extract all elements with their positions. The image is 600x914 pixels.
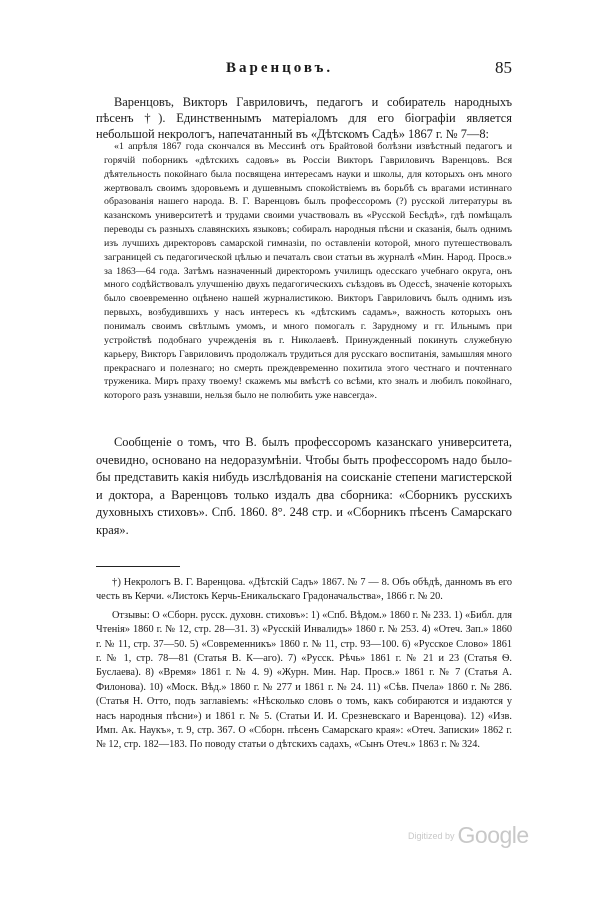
article-intro: Варенцовъ, Викторъ Гавриловичъ, педагогъ и собиратель народныхъ пѣсенъ †). Единственнымъ матеріаломъ для его біографіи является небольшой некрологъ, напечатанный въ «Дѣтскомъ Садѣ» 1867 г. № 7—8: [96,95,512,141]
running-title: Варенцовъ. [226,60,334,76]
google-logo: Google [457,822,529,848]
author-note-block [96,434,512,540]
footnotes [96,576,512,757]
obituary-quote: «1 апрѣля 1867 года скончался въ Мессинѣ отъ Брайтовой болѣзни извѣстный педагогъ и горячій поборникъ «дѣтскихъ садовъ» въ Россіи Викторъ Гавриловичъ Варенцовъ. Вся дѣятельность покойнаго была посвящена интересамъ науки и школы, для которыхъ онъ много жертвовалъ своимъ здоровьемъ и душевнымъ спокойствіемъ въ борьбѣ съ врагами истиннаго образованія нашего народа. В. Г. Варенцовъ былъ профессоромъ (?) русской литературы въ казанскомъ университетѣ и трудами своими участвовалъ въ «Русской Бесѣдѣ», гдѣ помѣщалъ переводы съ разныхъ славянскихъ языковъ; собиралъ народныя пѣсни и сказанія, былъ однимъ изъ лучшихъ директоровъ самарской гимназіи, по оставленіи которой, много путешествовалъ заграницей съ педагогической цѣлью и печаталъ свои статьи въ журналѣ «Мин. Народ. Просв.» за 1863—64 года. Затѣмъ назначенный директоромъ училищъ одесскаго учебнаго округа, онъ много содѣйствовалъ улучшенію двухъ педагогическихъ съѣздовъ въ Одессѣ, значеніе которыхъ было своевременно оцѣнено нашей журналистикою. Викторъ Гавриловичъ былъ однимъ изъ первыхъ, возбудившихъ у насъ интересъ къ «дѣтскимъ садамъ», важность которыхъ онъ понималъ своимъ свѣтлымъ умомъ, и много помогалъ г. Зарудному и гг. Ильнымъ при устройствѣ подобнаго учрежденія въ г. Николаевѣ. Принужденный покинуть служебную карьеру, Викторъ Гавриловичъ продолжалъ трудиться для русскаго воспитанія, замышляя много прекраснаго и полезнаго; но смерть преждевременно похитила этого честнаго и почтеннаго труженика. Миръ праху твоему! скажемъ мы вмѣстѣ со всѣми, кто зналъ и любилъ покойнаго, которого разъ узнавши, нельзя было не полюбить уже навсегда». [104,141,512,402]
author-note: Сообщеніе о томъ, что В. былъ профессоромъ казанскаго университета, очевидно, основано на недоразумѣніи. Чтобы быть профессоромъ надо было-бы представить какія нибудь изслѣдованія на соисканіе степени магистерской и доктора, а Варенцовъ только издалъ два сборника: «Сборникъ русскихъ духовныхъ стиховъ». Спб. 1860. 8°. 248 стр. и «Сборникъ пѣсенъ Самарскаго края». [96,435,512,537]
footnote-divider [96,566,180,567]
watermark-caption: Digitized by [408,830,455,841]
obituary-quote-block [104,140,512,403]
page-number: 85 [495,58,512,77]
page-header [96,60,512,80]
footnote-obituary: †) Некрологъ В. Г. Варенцова. «Дѣтскій Садъ» 1867. № 7 — 8. Объ обѣдѣ, данномъ въ его честь въ Керчи. «Листокъ Керчь-Еникальскаго Градоначальства», 1866 г. № 20. [96,577,512,603]
footnote-reviews: Отзывы: О «Сборн. русск. духовн. стиховъ»: 1) «Спб. Вѣдом.» 1860 г. № 233. 1) «Библ. для Чтенія» 1860 г. № 12, стр. 28—31. 3) «Русскій Инвалидъ» 1860 г. № 253. 4) «Отеч. Зап.» 1860 г. № 11, стр. 37—50. 5) «Современникъ» 1860 г. № 11, стр. 93—100. 6) «Русское Слово» 1861 г. № 1, стр. 78—81 (Статья В. К—аго). 7) «Русск. Рѣчь» 1861 г. № 21 и 23 (Статья Ѳ. Буслаева). 8) «Время» 1861 г. № 4. 9) «Журн. Мин. Нар. Просв.» 1861 г. № 7 (Статья А. Филонова). 10) «Моск. Вѣд.» 1860 г. № 277 и 1861 г. № 24. 11) «Сѣв. Пчела» 1860 г. № 286. (Статья Н. Отто, подъ заглавіемъ: «Нѣсколько словъ о томъ, какъ собираются и издаются у насъ народныя пѣсни») и 1861 г. № 5. (Статьи И. И. Срезневскаго и Варенцова). 12) «Изв. Имп. Ак. Наукъ», т. 9, стр. 367. О «Сборн. пѣсенъ Самарскаго края»: «Отеч. Записки» 1862 г. № 12, стр. 182—183. По поводу статьи о дѣтскихъ садахъ, «Сынъ Отеч.» 1863 г. № 324. [96,609,512,751]
digitized-watermark [408,822,529,849]
article-intro-block [96,94,512,142]
